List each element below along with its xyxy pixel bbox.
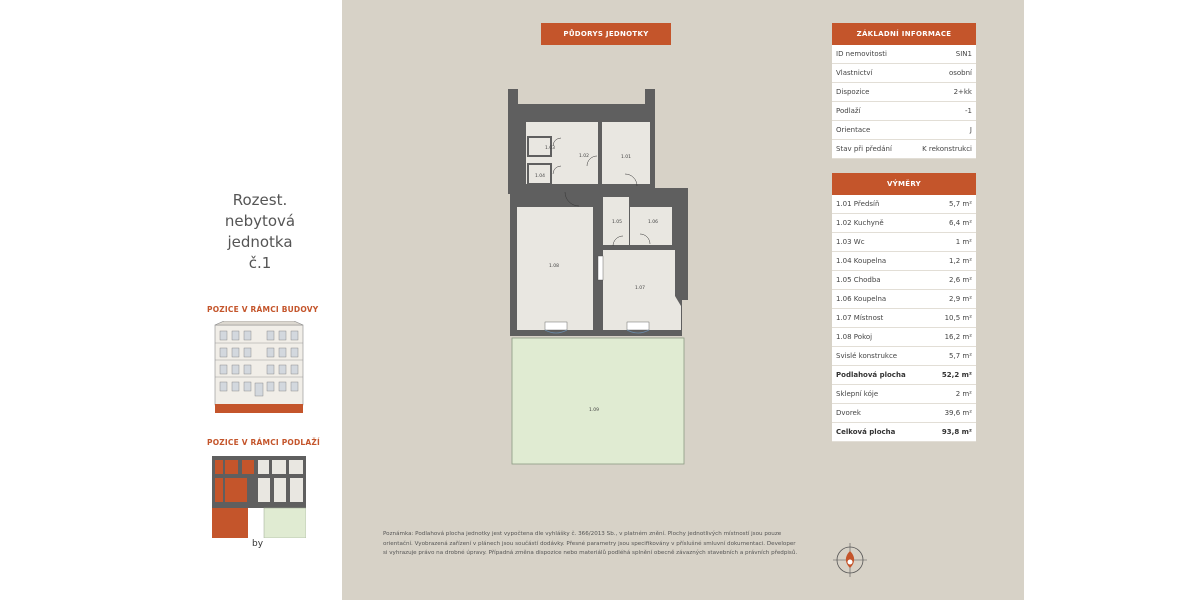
area-row (832, 290, 976, 309)
row-label: Podlahová plocha (836, 371, 906, 379)
building-position-label: POZICE V RÁMCI BUDOVY (207, 305, 319, 314)
courtyard-area (512, 338, 684, 464)
room-label-1.03: 1.03 (545, 146, 556, 151)
area-row (832, 347, 976, 366)
room-label-1.07: 1.07 (635, 286, 646, 291)
basic-info-row (832, 140, 976, 159)
room-label-1.06: 1.06 (648, 220, 659, 225)
row-label: 1.01 Předsíň (836, 200, 880, 208)
footnote: Poznámka: Podlahová plocha jednotky jest vypočtena dle vyhlášky č. 366/2013 Sb., v platném znění. Plochy jednotlivých místností jsou pouze orientační. Vyobrazená zařízení v plánech jsou součástí dodávky. Přesné parametry jsou specifikovány v příslušné smluvní dokumentaci. Developer si vyhrazuje právo na drobné úpravy. Případná změna dispozice nebo materiálů podléhá splnění obecně závazných stavebních a právních předpisů. (383, 531, 798, 556)
basic-info-row (832, 102, 976, 121)
area-row (832, 404, 976, 423)
unit-title-line1: Rozest. (232, 191, 288, 209)
row-label: 1.08 Pokoj (836, 333, 873, 341)
area-row (832, 309, 976, 328)
row-value: 2,6 m² (949, 276, 972, 284)
row-label: Celková plocha (836, 428, 896, 436)
basic-info-row (832, 45, 976, 64)
row-value: 5,7 m² (949, 200, 972, 208)
left-panel (0, 0, 342, 600)
row-value: K rekonstrukci (922, 145, 972, 153)
area-row (832, 233, 976, 252)
area-row (832, 271, 976, 290)
row-value: 39,6 m² (944, 409, 972, 417)
row-label: ID nemovitosti (836, 50, 887, 58)
area-row (832, 385, 976, 404)
row-value: 1,2 m² (949, 257, 972, 265)
row-label: Orientace (836, 126, 871, 134)
row-label: 1.03 Wc (836, 238, 865, 246)
basic-info-header: ZÁKLADNÍ INFORMACE (832, 23, 976, 45)
unit-title (195, 190, 325, 274)
row-value: 93,8 m² (941, 428, 972, 436)
floor-plan-header: PŮDORYS JEDNOTKY (541, 23, 671, 45)
area-row (832, 252, 976, 271)
row-label: 1.04 Koupelna (836, 257, 887, 265)
basic-info-table (832, 23, 976, 159)
floor-plan-drawing (505, 86, 705, 468)
row-value: 10,5 m² (944, 314, 972, 322)
room-label-1.09: 1.09 (589, 408, 600, 413)
row-label: Sklepní kóje (836, 390, 879, 398)
row-label: 1.02 Kuchyně (836, 219, 884, 227)
by-label: by (252, 539, 264, 549)
row-value: J (969, 126, 972, 134)
basic-info-row (832, 64, 976, 83)
room-label-1.04: 1.04 (535, 174, 546, 179)
room-label-1.02: 1.02 (579, 154, 590, 159)
row-value: 1 m² (955, 238, 972, 246)
row-value: 2 m² (955, 390, 972, 398)
basic-info-row (832, 121, 976, 140)
unit-title-line3: jednotka (227, 233, 293, 251)
room-label-1.01: 1.01 (621, 155, 632, 160)
row-label: Stav při předání (836, 145, 892, 153)
row-label: Svislé konstrukce (836, 352, 898, 360)
floor-position-label: POZICE V RÁMCI PODLAŽÍ (207, 438, 321, 447)
floor-area-total-row (832, 366, 976, 385)
total-area-row (832, 423, 976, 442)
areas-header: VÝMĚRY (832, 173, 976, 195)
row-label: 1.07 Místnost (836, 314, 884, 322)
row-label: Dvorek (836, 409, 861, 417)
areas-table (832, 173, 976, 442)
row-label: Dispozice (836, 88, 870, 96)
room-label-1.08: 1.08 (549, 264, 560, 269)
row-value: osobní (948, 69, 972, 77)
unit-title-line4: č.1 (248, 254, 272, 272)
floor-position-drawing (212, 456, 306, 538)
area-row (832, 195, 976, 214)
basic-info-row (832, 83, 976, 102)
compass-icon (833, 543, 867, 577)
room-label-1.05: 1.05 (612, 220, 623, 225)
building-facade-drawing (214, 321, 304, 413)
row-value: 16,2 m² (944, 333, 972, 341)
basement-highlight (215, 404, 303, 413)
row-label: 1.05 Chodba (836, 276, 881, 284)
row-value: 5,7 m² (949, 352, 972, 360)
row-value: 6,4 m² (949, 219, 972, 227)
row-value: 2,9 m² (949, 295, 972, 303)
room-1.01 (602, 122, 650, 184)
row-value: 52,2 m² (941, 371, 972, 379)
unit-title-line2: nebytová (224, 212, 296, 230)
row-label: Vlastnictví (836, 69, 873, 77)
area-row (832, 214, 976, 233)
row-value: 2+kk (953, 88, 972, 96)
room-1.06 (630, 207, 672, 245)
row-value: -1 (965, 107, 972, 115)
area-row (832, 328, 976, 347)
row-value: SIN1 (955, 50, 972, 58)
row-label: Podlaží (836, 107, 861, 115)
row-label: 1.06 Koupelna (836, 295, 887, 303)
